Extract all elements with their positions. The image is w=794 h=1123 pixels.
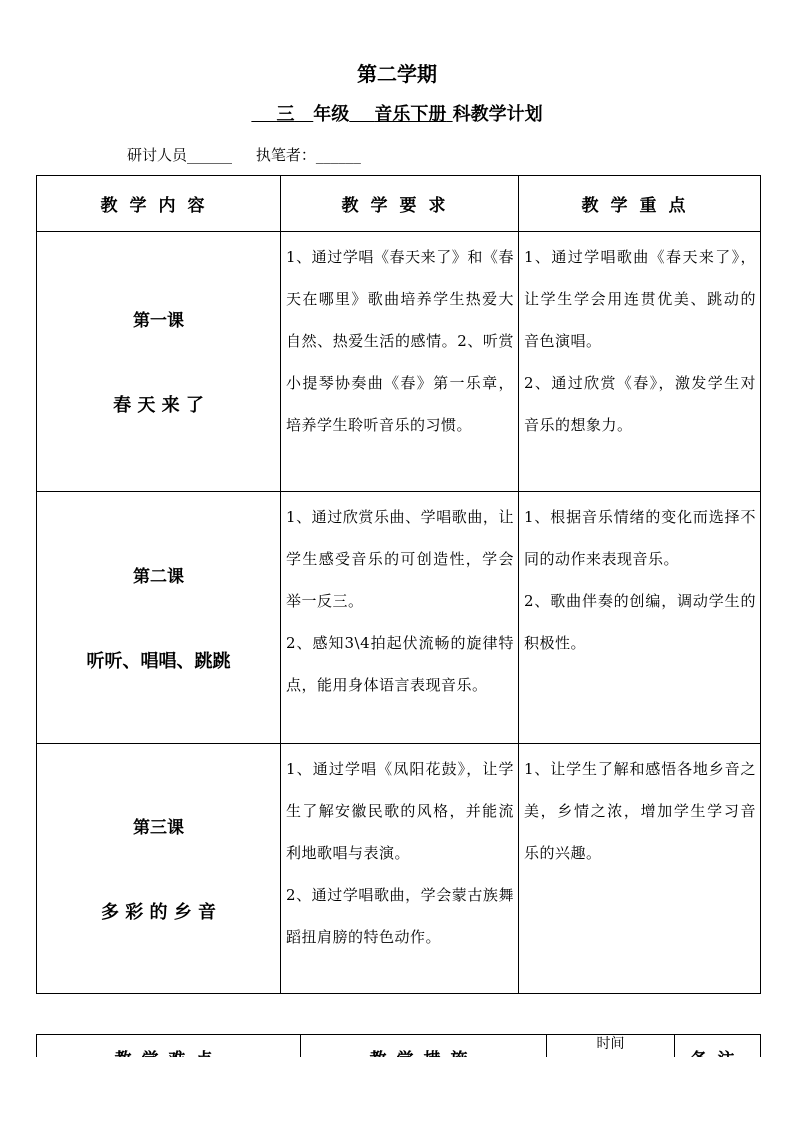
requirements-text: 1、通过学唱《凤阳花鼓》，让学生了解安徽民歌的风格，并能流利地歌唱与表演。 xyxy=(286,760,514,862)
plan-table xyxy=(36,175,761,994)
requirements-cell xyxy=(281,232,519,492)
requirements-cell xyxy=(281,492,519,744)
requirements-text: 2、通过学唱歌曲，学会蒙古族舞蹈扭肩膀的特色动作。 xyxy=(286,886,514,946)
subject-value: 音乐下册 xyxy=(374,104,447,125)
plan-subtitle xyxy=(0,100,794,126)
requirements-text: 1、通过学唱《春天来了》和《春天在哪里》歌曲培养学生热爱大自然、热爱生活的感情。2、听赏小提琴协奏曲《春》第一乐章，培养学生聆听音乐的习惯。 xyxy=(286,248,514,434)
lesson-name: 多 彩 的 乡 音 xyxy=(100,902,217,923)
writer-label: 执笔者： xyxy=(255,146,316,164)
table-row xyxy=(37,744,761,994)
plan-label: 科教学计划 xyxy=(452,104,543,125)
focus-text: 1、通过学唱歌曲《春天来了》，让学生学会用连贯优美、跳动的音色演唱。 xyxy=(524,248,756,350)
focus-cell xyxy=(519,232,761,492)
lesson-name: 春 天 来 了 xyxy=(113,395,204,416)
requirements-cell xyxy=(281,744,519,994)
table-row xyxy=(37,232,761,492)
authors-line: 研讨人员______ 执笔者：______ xyxy=(127,146,361,164)
lesson-name: 听听、唱唱、跳跳 xyxy=(86,651,231,672)
column-header: 教学重点 xyxy=(519,176,761,232)
focus-text: 2、歌曲伴奏的创编，调动学生的积极性。 xyxy=(524,592,756,652)
focus-text: 1、根据音乐情绪的变化而选择不同的动作来表现音乐。 xyxy=(524,508,756,568)
lesson-cell xyxy=(37,744,281,994)
researchers-label: 研讨人员 xyxy=(127,146,188,164)
page-title: 第二学期 xyxy=(357,62,437,86)
table-header-row xyxy=(37,176,761,232)
requirements-text: 1、通过欣赏乐曲、学唱歌曲，让学生感受音乐的可创造性，学会举一反三。 xyxy=(286,508,514,610)
column-header: 教学要求 xyxy=(281,176,519,232)
lesson-cell xyxy=(37,232,281,492)
lesson-number: 第二课 xyxy=(133,567,184,587)
grade-value: 三 xyxy=(276,104,295,125)
focus-text: 2、通过欣赏《春》，激发学生对音乐的想象力。 xyxy=(524,374,756,434)
lesson-cell xyxy=(37,492,281,744)
focus-cell xyxy=(519,492,761,744)
column-header: 教学内容 xyxy=(37,176,281,232)
lesson-number: 第三课 xyxy=(133,818,184,838)
focus-cell xyxy=(519,744,761,994)
page-clip xyxy=(0,1057,794,1123)
requirements-text: 2、感知3\4拍起伏流畅的旋律特点，能用身体语言表现音乐。 xyxy=(286,634,514,694)
grade-label: 年级 xyxy=(313,104,350,125)
lesson-number: 第一课 xyxy=(133,311,184,331)
table-row xyxy=(37,492,761,744)
column-header: 时间 xyxy=(547,1035,675,1071)
focus-text: 1、让学生了解和感悟各地乡音之美，乡情之浓，增加学生学习音乐的兴趣。 xyxy=(524,760,756,862)
